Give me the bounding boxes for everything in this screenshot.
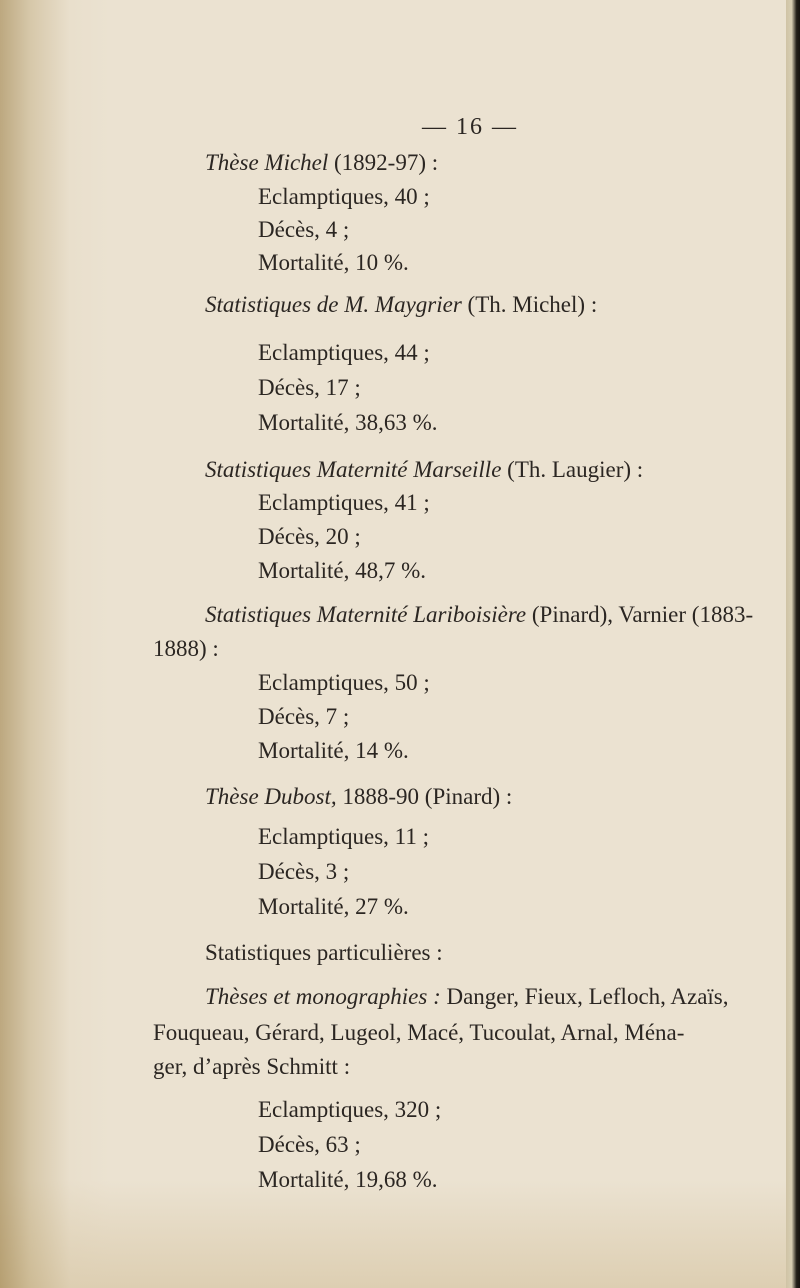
stat-line-mortalite: Mortalité, 19,68 %. [258,1167,438,1192]
intro-rest: Danger, Fieux, Lefloch, Azaïs, [440,984,729,1009]
section-heading [205,148,438,178]
section-heading [205,290,597,320]
heading-rest: (Pinard), Varnier (1883- [526,602,754,627]
heading-italic: Thèse Dubost, [205,784,337,809]
section-heading [205,782,512,812]
stat-line-mortalite: Mortalité, 48,7 %. [258,558,426,583]
heading-rest: (Th. Michel) : [461,292,598,317]
particulieres-intro-line3: ger, d’après Schmitt : [153,1054,351,1079]
particulieres-title: Statistiques particulières : [205,940,443,965]
page-number: — 16 — [422,114,518,140]
stat-line-eclamptiques: Eclamptiques, 11 ; [258,824,429,849]
stat-line-eclamptiques: Eclamptiques, 320 ; [258,1097,442,1122]
heading-italic: Statistiques Maternité Marseille [205,457,502,482]
page-edge-shadow [786,0,800,1288]
section-heading-continuation: 1888) : [153,636,219,661]
intro-italic: Thèses et monographies : [205,984,441,1009]
stat-line-eclamptiques: Eclamptiques, 50 ; [258,670,430,695]
heading-italic: Statistiques Maternité Lariboisière [205,602,527,627]
stat-line-eclamptiques: Eclamptiques, 40 ; [258,184,430,209]
stat-line-eclamptiques: Eclamptiques, 41 ; [258,490,430,515]
stat-line-mortalite: Mortalité, 27 %. [258,894,409,919]
stat-line-mortalite: Mortalité, 38,63 %. [258,410,438,435]
stat-line-deces: Décès, 63 ; [258,1132,361,1157]
heading-italic: Statistiques de M. Maygrier [205,292,462,317]
heading-rest: 1888-90 (Pinard) : [336,784,513,809]
stat-line-deces: Décès, 4 ; [258,217,350,242]
heading-rest: (Th. Laugier) : [501,457,644,482]
stat-line-deces: Décès, 17 ; [258,375,361,400]
particulieres-intro-line2: Fouqueau, Gérard, Lugeol, Macé, Tucoulat, Arnal, Ména- [153,1020,685,1045]
stat-line-mortalite: Mortalité, 10 %. [258,250,409,275]
heading-italic: Thèse Michel [205,150,329,175]
stat-line-deces: Décès, 3 ; [258,859,350,884]
stat-line-deces: Décès, 7 ; [258,704,350,729]
stat-line-eclamptiques: Eclamptiques, 44 ; [258,340,430,365]
stat-line-mortalite: Mortalité, 14 %. [258,738,409,763]
heading-rest: (1892-97) : [328,150,439,175]
stat-line-deces: Décès, 20 ; [258,524,361,549]
section-heading [205,455,643,485]
section-heading [205,600,753,630]
particulieres-intro [205,982,729,1012]
